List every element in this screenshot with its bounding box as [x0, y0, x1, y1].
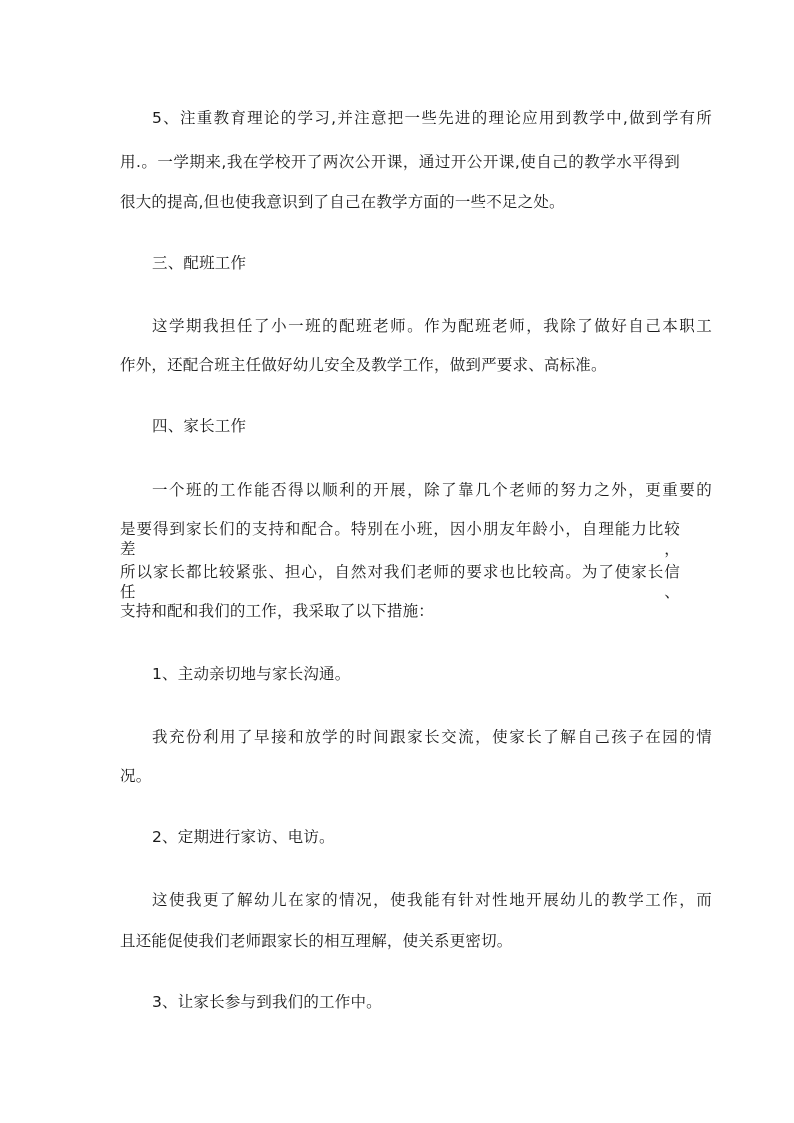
item-3-heading: 3、让家长参与到我们的工作中。 [152, 993, 382, 1011]
paragraph-parents-line-2: 是要得到家长们的支持和配合。特别在小班，因小朋友年龄小，自理能力比较差， [120, 520, 680, 558]
item-2-line-2: 且还能促使我们老师跟家长的相互理解，使关系更密切。 [120, 932, 513, 950]
item-2-line-1: 这使我更了解幼儿在家的情况，使我能有针对性地开展幼儿的教学工作，而 [152, 891, 712, 909]
paragraph-5-line-3: 很大的提高,但也使我意识到了自己在教学方面的一些不足之处。 [120, 193, 565, 211]
item-1-line-1: 我充份利用了早接和放学的时间跟家长交流，使家长了解自己孩子在园的情 [152, 728, 712, 746]
paragraph-class-line-2: 作外，还配合班主任做好幼儿安全及教学工作，做到严要求、高标准。 [120, 356, 607, 374]
paragraph-parents-line-1: 一个班的工作能否得以顺利的开展，除了靠几个老师的努力之外，更重要的 [152, 481, 712, 499]
section-heading-3: 三、配班工作 [152, 254, 247, 272]
paragraph-parents-line-4: 支持和配和我们的工作，我采取了以下措施： [120, 602, 435, 620]
paragraph-5-line-1: 5、注重教育理论的学习,并注意把一些先进的理论应用到教学中,做到学有所 [152, 109, 712, 127]
item-2-heading: 2、定期进行家访、电访。 [152, 828, 335, 846]
paragraph-class-line-1: 这学期我担任了小一班的配班老师。作为配班老师，我除了做好自己本职工 [152, 317, 712, 335]
paragraph-parents-line-3: 所以家长都比较紧张、担心，自然对我们老师的要求也比较高。为了使家长信任、 [120, 563, 680, 601]
item-1-line-2: 况。 [120, 767, 152, 785]
item-1-heading: 1、主动亲切地与家长沟通。 [152, 665, 351, 683]
section-heading-4: 四、家长工作 [152, 417, 247, 435]
paragraph-5-line-2: 用.。一学期来,我在学校开了两次公开课，通过开公开课,使自己的教学水平得到 [120, 153, 680, 171]
